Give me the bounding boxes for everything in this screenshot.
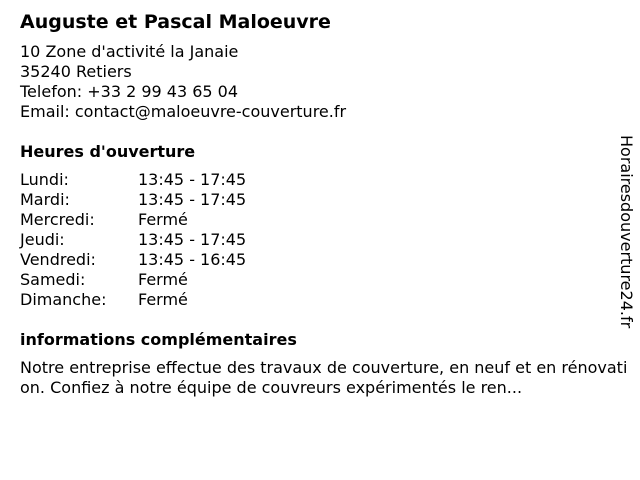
hours-row-wednesday: [20, 210, 616, 230]
hours-row-thursday: [20, 230, 616, 250]
hours-heading: Heures d'ouverture: [20, 142, 196, 161]
time-value: 13:45 - 17:45: [138, 230, 247, 249]
day-label: Samedi:: [20, 270, 86, 289]
hours-row-sunday: [20, 290, 616, 310]
time-value: 13:45 - 17:45: [138, 190, 247, 209]
time-value: Fermé: [138, 210, 188, 229]
hours-row-monday: [20, 170, 616, 190]
hours-row-tuesday: [20, 190, 616, 210]
info-heading: informations complémentaires: [20, 330, 297, 349]
time-value: 13:45 - 16:45: [138, 250, 247, 269]
hours-row-saturday: [20, 270, 616, 290]
address-street: 10 Zone d'activité la Janaie: [20, 42, 239, 61]
time-value: Fermé: [138, 270, 188, 289]
info-description: Notre entreprise effectue des travaux de couverture, en neuf et en rénovation. Confiez à notre équipe de couvreurs expérimentés le ren...: [20, 358, 628, 397]
email-text: Email: contact@maloeuvre-couverture.fr: [20, 102, 347, 121]
time-value: 13:45 - 17:45: [138, 170, 247, 189]
contact-block: [20, 42, 616, 122]
day-label: Mardi:: [20, 190, 70, 209]
time-value: Fermé: [138, 290, 188, 309]
day-label: Mercredi:: [20, 210, 95, 229]
day-label: Lundi:: [20, 170, 69, 189]
hours-table: [20, 170, 616, 310]
address-city: 35240 Retiers: [20, 62, 132, 81]
business-name: Auguste et Pascal Maloeuvre: [20, 11, 331, 33]
hours-row-friday: [20, 250, 616, 270]
phone-text: Telefon: +33 2 99 43 65 04: [20, 82, 239, 101]
day-label: Vendredi:: [20, 250, 96, 269]
day-label: Jeudi:: [20, 230, 65, 249]
site-watermark: Horairesdouverture24.fr: [617, 135, 636, 329]
day-label: Dimanche:: [20, 290, 107, 309]
